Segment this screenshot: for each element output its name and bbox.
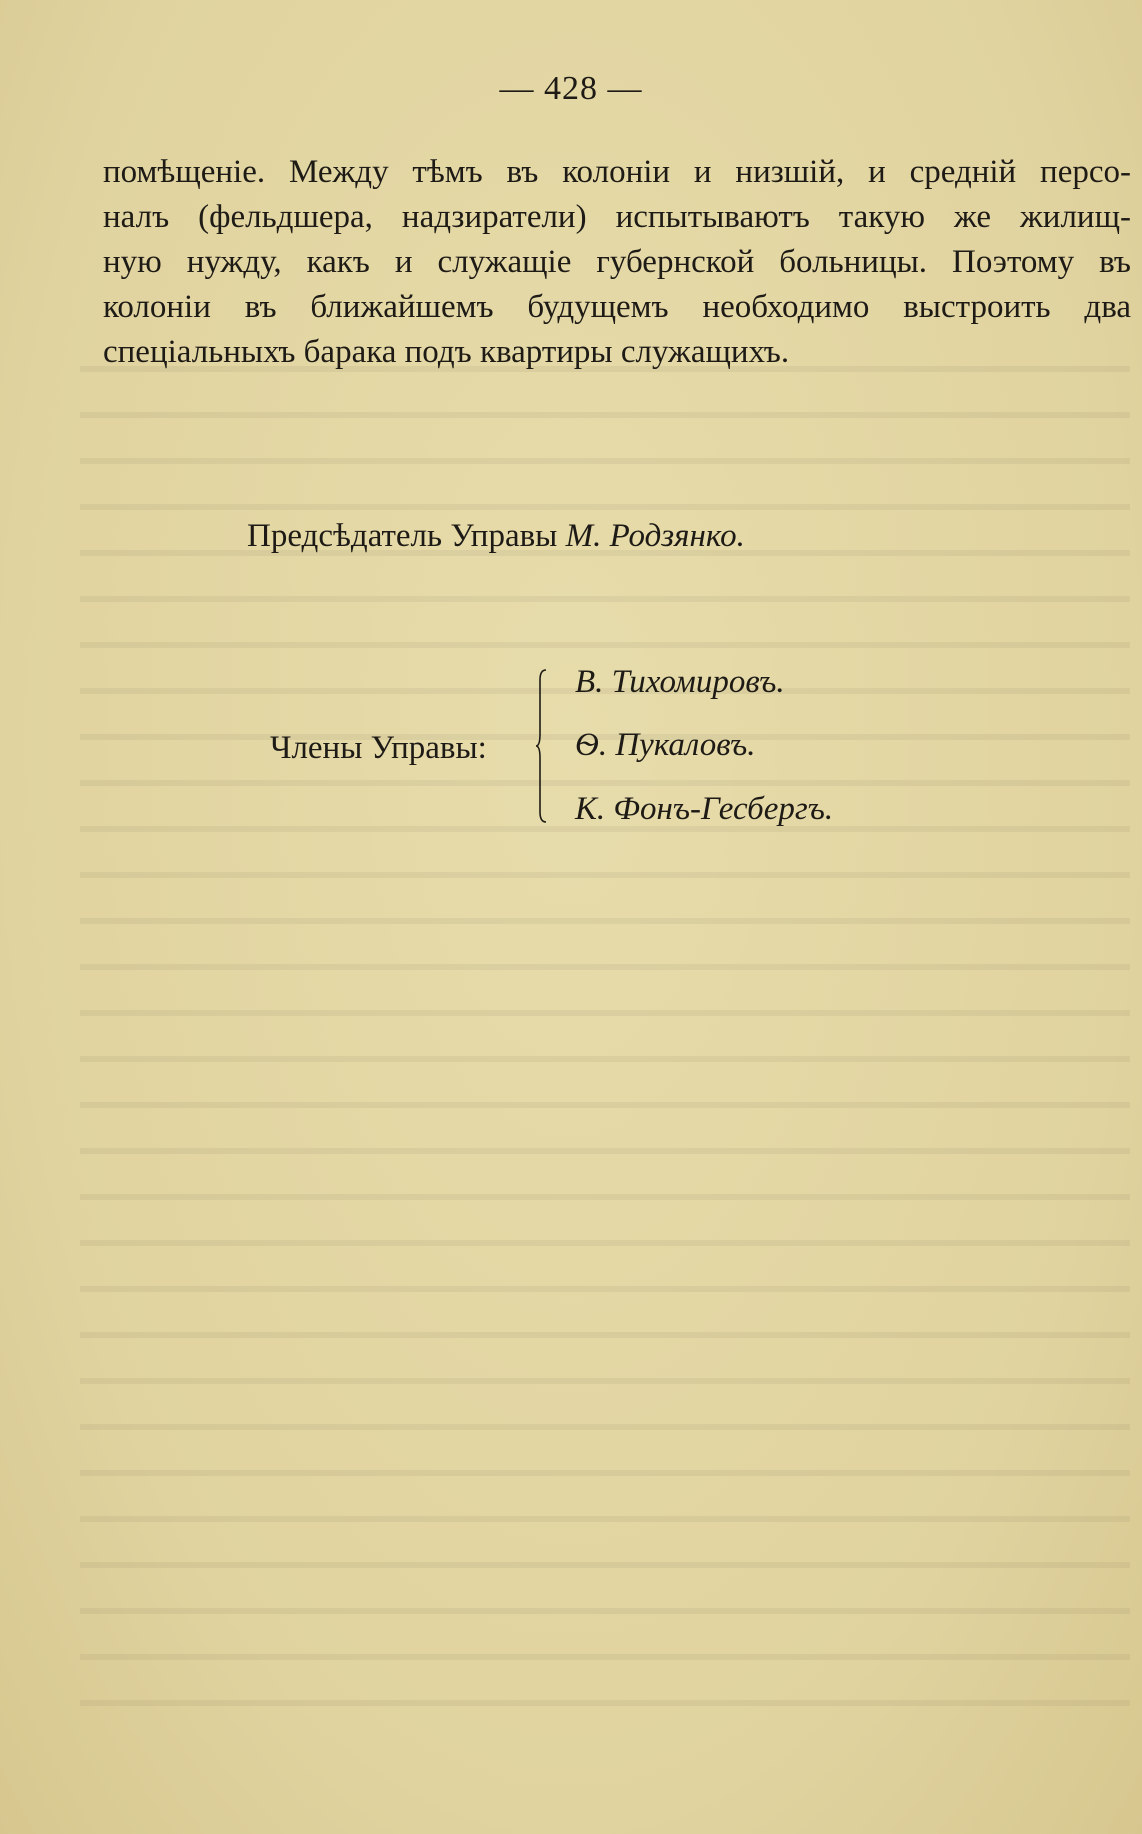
- member-name: Ѳ. Пукаловъ.: [575, 727, 756, 763]
- page-number: — 428 —: [499, 70, 643, 107]
- chairman-name: М. Родзянко.: [565, 518, 745, 554]
- chairman-signature: [247, 518, 745, 555]
- text-line: колоніи въ ближайшемъ будущемъ необходимо выстроить два: [103, 289, 1131, 325]
- member-name: В. Тихомировъ.: [575, 664, 785, 700]
- members-label: Члены Управы:: [270, 730, 487, 766]
- chairman-title: Предсѣдатель Управы: [247, 518, 558, 554]
- text-line: помѣщеніе. Между тѣмъ въ колоніи и низшій, и средній персо-: [103, 154, 1131, 190]
- text-line: спеціальныхъ барака подъ квартиры служащихъ.: [103, 334, 790, 370]
- body-paragraph: [103, 150, 1131, 375]
- curly-brace-icon: [536, 668, 548, 824]
- text-line: налъ (фельдшера, надзиратели) испытываютъ такую же жилищ-: [103, 199, 1131, 235]
- member-name: К. Фонъ-Гесбергъ.: [575, 791, 834, 827]
- text-line: ную нужду, какъ и служащіе губернской больницы. Поэтому въ: [103, 244, 1131, 280]
